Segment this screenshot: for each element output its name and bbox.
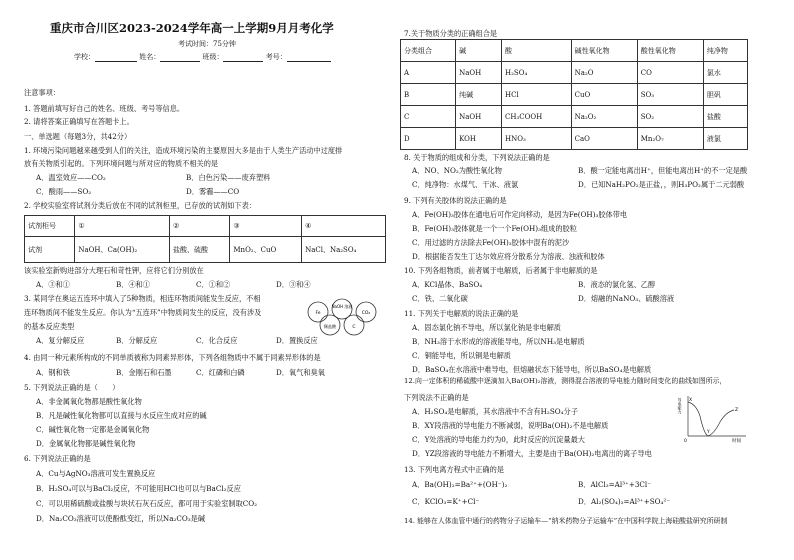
table-cell: 盐酸 xyxy=(703,106,747,128)
q1-option-b: B．白色污染——废弃塑料 xyxy=(186,173,271,182)
q13-option-a: A．Ba(OH)₂=Ba²⁺+(OH⁻)₂ xyxy=(412,480,508,489)
q14-stem: 14. 能够在人体血管中通行的药物分子运输车—“纳米药物分子运输车”在中国科学院上海硅酸盐研究所研制 xyxy=(404,517,728,525)
q12-stem: 下列说法不正确的是 xyxy=(404,393,469,402)
table-cell: 试剂柜号 xyxy=(25,216,75,237)
q8-option-d: D．已知NaH₂PO₂是正盐，，则H₃PO₂属于二元弱酸 xyxy=(578,180,745,189)
table-cell: ④ xyxy=(302,216,386,237)
q10-option-c: C．铁、二氧化碳 xyxy=(412,294,468,303)
note-item: 2. 请将答案正确填写在答题卡上。 xyxy=(24,117,134,126)
q11-stem: 11. 下列关于电解质的说法正确的是 xyxy=(404,309,519,318)
q4-option-c: C．红磷和白磷 xyxy=(196,368,245,377)
table-cell: SO₂ xyxy=(637,106,703,128)
table-cell: HCl xyxy=(502,84,572,106)
conductivity-curve xyxy=(688,402,734,436)
q2-stem: 2. 学校实验室将试剂分类后放在不同的试剂柜里，已存放的试剂如下表： xyxy=(24,201,256,210)
table-cell: CO xyxy=(637,62,703,84)
ring-label: C xyxy=(352,325,356,330)
table-cell: NaOH xyxy=(456,62,502,84)
name-field[interactable] xyxy=(160,54,200,62)
table-cell: NaCl、Na₂SO₄ xyxy=(302,237,386,263)
q3-stem: 的基本反应类型 xyxy=(24,322,75,331)
table-cell: Na₂O₂ xyxy=(571,106,637,128)
olympic-rings-diagram xyxy=(306,298,380,338)
q11-option-a: A．固态氯化钠不导电，所以氯化钠是非电解质 xyxy=(412,323,561,332)
table-cell: 氯水 xyxy=(703,62,747,84)
table-cell: 碱 xyxy=(456,40,502,62)
conductivity-graph xyxy=(676,392,750,444)
q10-stem: 10. 下列各组物质，前者属于电解质，后者属于非电解质的是 xyxy=(404,266,598,275)
q8-option-a: A．NO、NO₂为酸性氧化物 xyxy=(412,166,502,175)
table-cell: 液氯 xyxy=(703,128,747,150)
q1-option-d: D．雾霾——CO xyxy=(186,187,240,196)
q4-option-d: D．氧气和臭氧 xyxy=(276,368,325,377)
q2-stem: 该实验室新购进部分大理石和苛性钾，应将它们分别放在 xyxy=(24,266,204,275)
q5-option-c: C．碱性氧化物一定都是金属氧化物 xyxy=(36,425,150,434)
table-cell: 胆矾 xyxy=(703,84,747,106)
table-cell: KOH xyxy=(456,128,502,150)
table-cell: ② xyxy=(169,216,229,237)
q2-option-b: B．④和① xyxy=(116,280,151,289)
table-cell: CuO xyxy=(571,84,637,106)
q5-option-a: A．非金属氧化物都是酸性氧化物 xyxy=(36,397,142,406)
table-cell: 盐酸、硫酸 xyxy=(169,237,229,263)
q4-option-b: B．金刚石和石墨 xyxy=(116,368,172,377)
table-cell: HNO₃ xyxy=(502,128,572,150)
q1-stem: 放有关物质引起的。下列环境问题与所对应的物质不相关的是 xyxy=(24,159,219,168)
q2-table xyxy=(24,215,386,263)
table-cell: Mn₂O₇ xyxy=(637,128,703,150)
origin-label: 0 xyxy=(684,439,687,444)
class-label: 班级： xyxy=(202,53,224,61)
q11-option-b: B．NH₃溶于水形成的溶液能导电，所以NH₃是电解质 xyxy=(412,337,585,346)
table-cell: NaOH xyxy=(456,106,502,128)
q13-option-c: C．KClO₃=K⁺+Cl⁻ xyxy=(412,497,480,506)
q4-stem: 4. 由同一种元素所构成的不同单质被称为同素异形体，下列各组物质中不属于同素异形体的是 xyxy=(24,353,321,362)
table-cell: 纯净物 xyxy=(703,40,747,62)
x-axis-label: 时间 xyxy=(732,439,741,444)
table-cell: NaOH、Ca(OH)₂ xyxy=(75,237,170,263)
q12-stem: 12.向一定体积的稀硫酸中逐滴加入Ba(OH)₂溶液，测得混合溶液的导电能力随时间变化的曲线如图所示， xyxy=(404,377,727,385)
table-cell: ① xyxy=(75,216,170,237)
table-cell: 试剂 xyxy=(25,237,75,263)
q10-option-b: B．液态的氯化氢、乙醇 xyxy=(578,280,656,289)
q6-option-c: C．可以用稀硫酸或盐酸与块状石灰石反应，都可用于实验室制取CO₂ xyxy=(36,499,258,508)
table-cell: D xyxy=(401,128,456,150)
q8-option-b: B．酸一定能电离出H⁺，但能电离出H⁺的不一定是酸 xyxy=(578,166,748,175)
q3-option-c: C．化合反应 xyxy=(196,336,238,345)
table-cell: 分类组合 xyxy=(401,40,456,62)
q13-option-d: D．Al₂(SO₄)₃=Al³⁺+SO₄²⁻ xyxy=(578,497,671,506)
q3-stem: 3. 某同学在奥运五连环中填入了5种物质，相连环物质间能发生反应，不相 xyxy=(24,294,261,303)
q3-option-d: D．置换反应 xyxy=(276,336,318,345)
q2-option-d: D．③和④ xyxy=(276,280,311,289)
table-cell: ③ xyxy=(230,216,302,237)
q1-stem: 1. 环境污染问题越来越受到人们的关注，造成环境污染的主要原因大多是由于人类生产活动中过度排 xyxy=(24,146,343,155)
q9-option-c: C．用过滤的方法除去Fe(OH)₃胶体中混有的泥沙 xyxy=(412,238,570,247)
q12-option-c: C．Y处溶液的导电能力约为0，此时反应的沉淀量最大 xyxy=(412,435,585,444)
point-label: Y xyxy=(707,430,710,435)
table-cell: 酸性氧化物 xyxy=(637,40,703,62)
number-label: 考号： xyxy=(265,53,287,61)
table-cell: 酸 xyxy=(502,40,572,62)
y-axis-label: 导电能力 xyxy=(677,398,683,414)
q3-option-a: A．复分解反应 xyxy=(36,336,85,345)
q7-table xyxy=(400,39,748,150)
table-cell: B xyxy=(401,84,456,106)
table-cell: CaO xyxy=(571,128,637,150)
q4-option-a: A．钢和铁 xyxy=(36,368,70,377)
school-field[interactable] xyxy=(95,54,137,62)
table-cell: CH₃COOH xyxy=(502,106,572,128)
q7-stem: 7.关于物质分类的正确组合是 xyxy=(404,29,498,38)
q12-option-b: B．XY段溶液的导电能力不断减弱，说明Ba(OH)₂不是电解质 xyxy=(412,421,609,430)
q9-option-a: A．Fe(OH)₃胶体在通电后可作定向移动，是因为Fe(OH)₃胶体带电 xyxy=(412,210,628,219)
exam-time: 考试时间：75分钟 xyxy=(178,40,236,48)
q5-option-b: B．凡是碱性氧化物都可以直接与水反应生成对应的碱 xyxy=(36,411,207,420)
table-cell: 碱性氧化物 xyxy=(571,40,637,62)
q11-option-d: D．BaSO₄在水溶液中难导电，但熔融状态下能导电，所以BaSO₄是电解质 xyxy=(412,365,652,374)
q2-option-a: A．③和① xyxy=(36,280,70,289)
table-cell: H₂SO₄ xyxy=(502,62,572,84)
q9-option-d: D．根据能否发生丁达尔效应将分散系分为溶液、浊液和胶体 xyxy=(412,252,605,261)
table-cell: A xyxy=(401,62,456,84)
table-cell: Na₂O xyxy=(571,62,637,84)
ring-label: CO₂ xyxy=(361,311,371,316)
q10-option-a: A．KCl晶体、BaSO₄ xyxy=(412,280,483,289)
q10-option-d: D．熔融的NaNO₃、硫酸溶液 xyxy=(578,294,675,303)
q6-option-a: A．Cu与AgNO₃溶液可发生置换反应 xyxy=(36,469,156,478)
table-cell: SO₃ xyxy=(637,84,703,106)
name-label: 姓名： xyxy=(139,53,161,61)
table-cell: 纯碱 xyxy=(456,84,502,106)
q6-option-d: D．Na₂CO₃溶液可以使酚酞变红，所以Na₂CO₃是碱 xyxy=(36,514,206,523)
q12-option-d: D．YZ段溶液的导电能力不断增大，主要是由于Ba(OH)₂电离出的离子导电 xyxy=(412,449,652,458)
class-field[interactable] xyxy=(223,54,263,62)
table-cell: MnO₂、CuO xyxy=(230,237,302,263)
q5-option-d: D．金属氧化物都是碱性氧化物 xyxy=(36,439,136,448)
q5-stem: 5. 下列说法正确的是（ ） xyxy=(24,383,120,392)
q1-option-c: C．酸雨——SO₂ xyxy=(36,187,92,196)
q12-option-a: A．H₂SO₄是电解质，其水溶液中不含有H₂SO₄分子 xyxy=(412,407,578,416)
note-item: 1. 答题前填写好自己的姓名、班级、考号等信息。 xyxy=(24,104,185,113)
q11-option-c: C．铜能导电，所以铜是电解质 xyxy=(412,351,511,360)
q8-stem: 8. 关于物质的组成和分类，下列说法正确的是 xyxy=(404,153,550,162)
student-info-row xyxy=(74,52,331,62)
point-label: Z xyxy=(735,408,739,413)
section-heading: 一、单选题（每题3分，共42分） xyxy=(24,132,132,141)
ring-label: Fe xyxy=(315,311,321,316)
page-title: 重庆市合川区2023-2024学年高一上学期9月月考化学 xyxy=(50,21,334,35)
q13-stem: 13. 下列电离方程式中正确的是 xyxy=(404,465,504,474)
school-label: 学校： xyxy=(74,53,95,61)
ring-label: 稀盐酸 xyxy=(324,324,336,329)
q9-stem: 9. 下列有关胶体的说法正确的是 xyxy=(404,196,507,205)
q6-option-b: B．H₂SO₄可以与BaCl₂反应，不可能用HCl也可以与BaCl₂反应 xyxy=(36,484,241,493)
notes-heading: 注意事项： xyxy=(24,88,60,97)
q13-option-b: B．AlCl₃=Al³⁺+3Cl⁻ xyxy=(578,480,652,489)
point-label: X xyxy=(689,398,693,403)
q3-stem: 连环物质间不能发生反应。你认为“五连环”中物质间发生的反应，没有涉及 xyxy=(24,308,262,317)
q3-option-b: B．分解反应 xyxy=(116,336,158,345)
table-cell: C xyxy=(401,106,456,128)
q1-option-a: A．温室效应——CO₂ xyxy=(36,173,106,182)
number-field[interactable] xyxy=(287,54,331,62)
ring-label: NaOH 溶液 xyxy=(331,304,353,309)
q8-option-c: C．纯净物：水煤气、干冰、液氯 xyxy=(412,180,519,189)
q9-option-b: B．Fe(OH)₃胶体就是一个一个Fe(OH)₃组成的胶粒 xyxy=(412,224,577,233)
q6-stem: 6. 下列说法正确的是 xyxy=(24,454,91,463)
q2-option-c: C．①和② xyxy=(196,280,231,289)
